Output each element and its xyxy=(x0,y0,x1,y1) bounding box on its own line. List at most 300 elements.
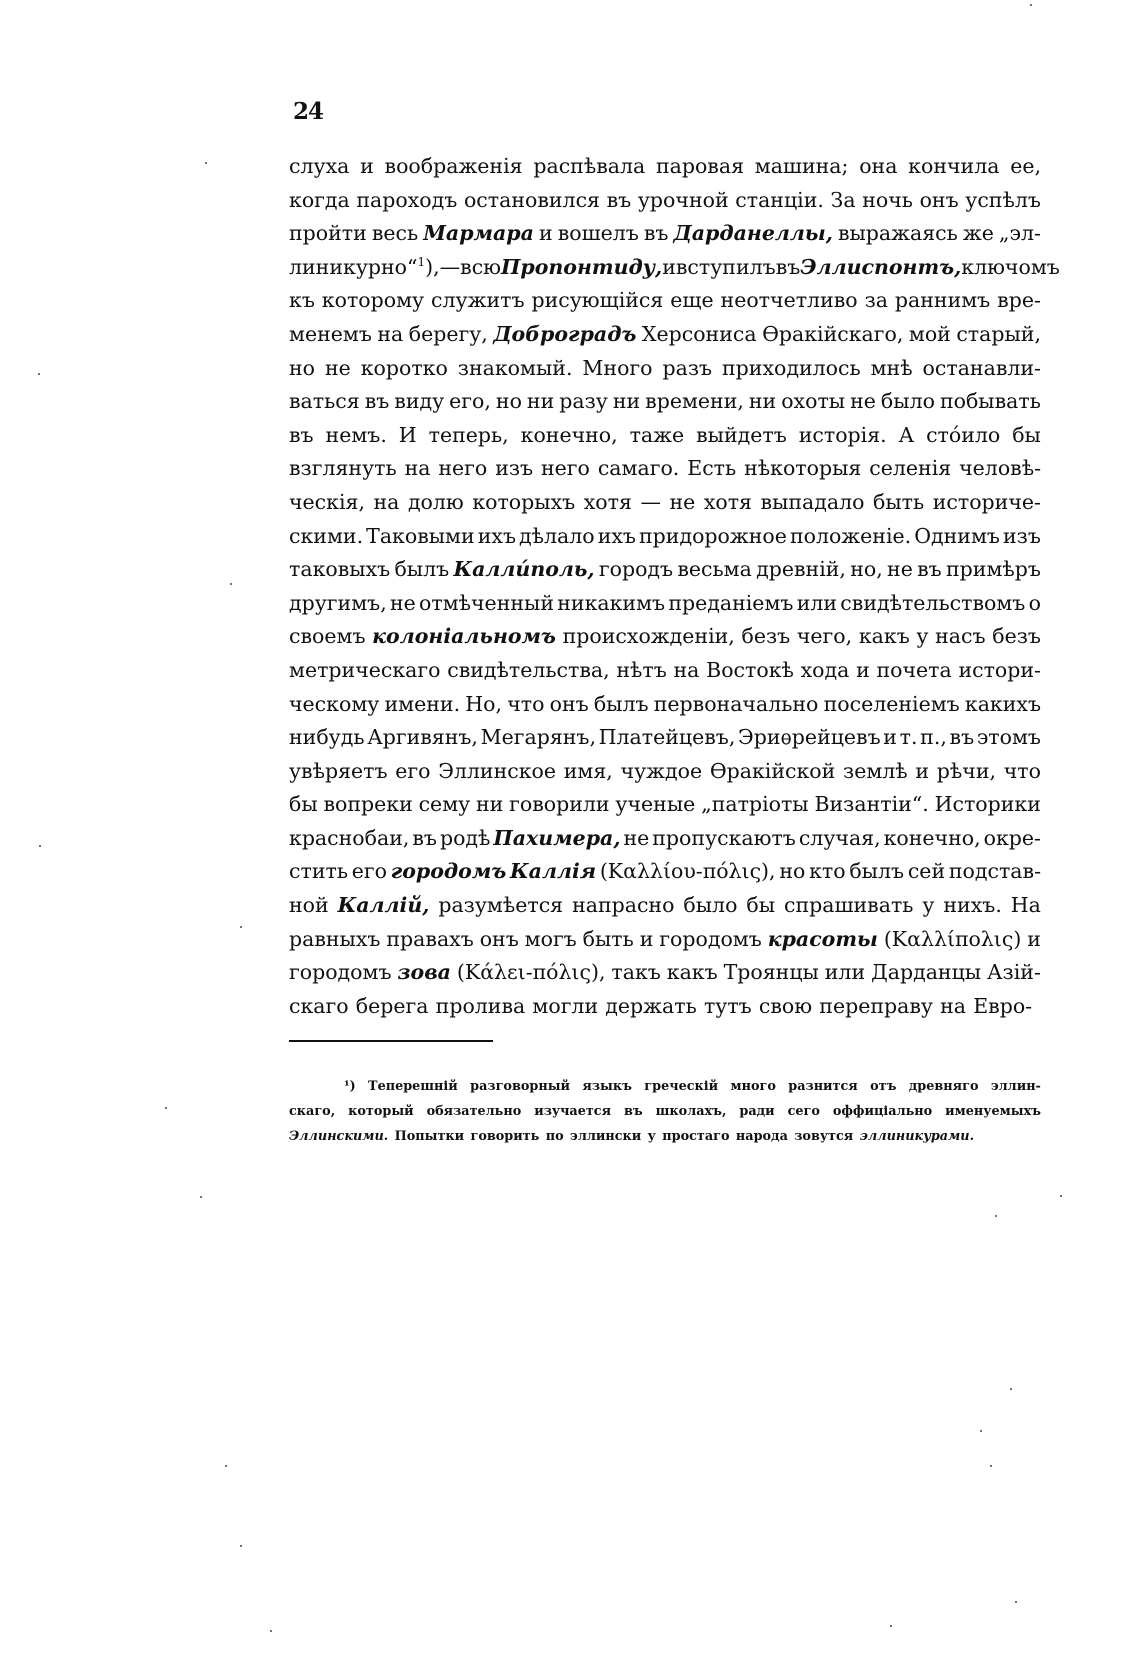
word xyxy=(869,452,951,486)
word xyxy=(365,385,390,419)
word-text: въ xyxy=(949,725,975,750)
word-text: машина; xyxy=(754,154,849,178)
word xyxy=(325,352,351,386)
word xyxy=(289,855,348,889)
word xyxy=(427,1099,522,1124)
word xyxy=(289,251,425,285)
word xyxy=(945,1099,1041,1124)
word-text: разнится xyxy=(788,1079,858,1094)
word-text: ¹) xyxy=(344,1079,356,1094)
word-text: но xyxy=(495,389,522,414)
word-text: времени, xyxy=(645,389,744,414)
word-text: увѣряетъ xyxy=(289,758,388,783)
word-text: какихъ xyxy=(964,691,1041,716)
word xyxy=(920,184,959,218)
word-text: нѣтъ xyxy=(616,657,667,682)
word xyxy=(881,385,935,419)
word-text: метрическаго xyxy=(289,657,441,682)
word-text: случая, xyxy=(798,825,881,850)
word-text: Дарданеллы, xyxy=(673,221,833,246)
word xyxy=(289,352,315,386)
word-text: разъ xyxy=(662,355,713,380)
word xyxy=(582,352,652,386)
word-text: на xyxy=(673,657,700,682)
word-text: эллиникурами. xyxy=(859,1129,975,1144)
word xyxy=(654,688,819,722)
word-text: въ xyxy=(606,187,632,212)
word-text: вступилъ xyxy=(675,254,776,279)
word xyxy=(464,184,600,218)
word xyxy=(356,990,429,1024)
word xyxy=(799,419,887,453)
word-text: что xyxy=(507,691,545,716)
word xyxy=(611,956,660,990)
word-text: стóило xyxy=(926,422,1001,447)
word xyxy=(507,688,544,722)
word-text: на xyxy=(373,489,400,514)
word xyxy=(458,352,573,386)
word xyxy=(831,184,856,218)
word xyxy=(607,184,632,218)
word xyxy=(788,1099,820,1124)
word-text: говорили xyxy=(509,792,610,817)
word-text: Историки xyxy=(934,792,1041,817)
word xyxy=(616,654,666,688)
text-line xyxy=(289,688,1041,722)
word-text: къ xyxy=(289,288,315,313)
word-text: ни xyxy=(748,389,777,414)
word-text: простаго xyxy=(662,1129,730,1144)
word xyxy=(344,1074,356,1099)
word-text: на xyxy=(377,321,404,346)
word-text: За xyxy=(830,187,856,212)
word xyxy=(768,923,878,957)
word-text: колоніальномъ xyxy=(372,624,556,649)
word-text: Есть xyxy=(687,456,737,481)
speck xyxy=(890,1625,892,1627)
word xyxy=(289,486,365,520)
word xyxy=(755,150,849,184)
word xyxy=(909,318,951,352)
word-text: которому xyxy=(321,288,425,313)
body-text xyxy=(289,150,1060,1023)
footnote-line xyxy=(289,1124,1041,1149)
word-text: было xyxy=(880,389,935,414)
word-text: на xyxy=(404,456,431,481)
word xyxy=(1029,587,1041,621)
word xyxy=(935,620,985,654)
word xyxy=(870,1074,896,1099)
word xyxy=(391,855,507,889)
word xyxy=(397,956,451,990)
word xyxy=(746,889,775,923)
word xyxy=(289,150,349,184)
word xyxy=(696,419,787,453)
text-line xyxy=(289,654,1041,688)
word xyxy=(940,990,966,1024)
word xyxy=(541,452,590,486)
word-text: селенія xyxy=(869,456,952,481)
word xyxy=(289,284,315,318)
word xyxy=(623,822,649,856)
word-text: Аргивянъ, xyxy=(367,725,478,750)
word xyxy=(940,385,1041,419)
word-text: разговорный xyxy=(470,1079,571,1094)
word-text: неотчетливо xyxy=(720,288,858,313)
word-text: другимъ, xyxy=(289,590,387,615)
word-text: отмѣченный xyxy=(419,590,554,615)
word xyxy=(519,520,595,554)
word-text: ради xyxy=(739,1104,775,1119)
word-text: И xyxy=(398,422,417,447)
word-text: могли xyxy=(532,993,599,1018)
word-text: берега xyxy=(355,993,429,1018)
word xyxy=(582,1074,632,1099)
word xyxy=(584,486,632,520)
word xyxy=(742,620,791,654)
word xyxy=(1010,150,1041,184)
word-text: школахъ, xyxy=(655,1104,727,1119)
word-text: сего xyxy=(787,1104,820,1119)
word-text: охоты xyxy=(781,389,846,414)
word xyxy=(656,1099,727,1124)
word xyxy=(761,486,865,520)
word xyxy=(914,520,1000,554)
word-text: исторія. xyxy=(798,422,887,447)
word xyxy=(495,452,533,486)
word xyxy=(1004,755,1041,789)
word-text: истори- xyxy=(958,657,1041,682)
word-text: окре- xyxy=(983,825,1041,850)
word-text: въ xyxy=(643,221,669,246)
word xyxy=(367,721,478,755)
word-text: какъ xyxy=(858,624,910,649)
word xyxy=(756,553,846,587)
word xyxy=(683,889,737,923)
word xyxy=(289,755,388,789)
word xyxy=(977,721,1041,755)
word-text: А xyxy=(898,422,915,447)
word xyxy=(600,855,776,889)
word-text: хода xyxy=(800,657,850,682)
word-text: языкъ xyxy=(582,1079,632,1094)
word-text: выйдетъ xyxy=(696,422,787,447)
word-text: имени. xyxy=(384,691,461,716)
text-line xyxy=(289,587,1041,621)
speck xyxy=(240,926,242,928)
word xyxy=(724,956,819,990)
word-text: за xyxy=(864,288,888,313)
word-text: въ xyxy=(412,825,437,850)
word-text: Но, xyxy=(465,691,503,716)
word xyxy=(659,923,762,957)
word-text: держать xyxy=(605,993,697,1018)
word xyxy=(572,889,674,923)
word-text: ной xyxy=(289,893,329,918)
word xyxy=(480,923,519,957)
word-text: примѣръ xyxy=(946,557,1041,582)
word-text: Платейцевъ, xyxy=(598,725,736,750)
word-text: и xyxy=(639,926,654,951)
word-text: его xyxy=(351,859,387,884)
word xyxy=(289,889,329,923)
word-text: вре- xyxy=(997,288,1041,313)
word-text: побывать xyxy=(939,389,1041,414)
word-text: отъ xyxy=(870,1079,897,1094)
word-text: преданіемъ xyxy=(668,590,794,615)
word-text: нѣкоторыя xyxy=(744,456,862,481)
word xyxy=(959,452,1041,486)
text-line xyxy=(289,385,1041,419)
word-text: правахъ xyxy=(386,926,474,951)
word xyxy=(390,587,416,621)
word-text: пройти xyxy=(289,221,367,246)
word xyxy=(674,217,833,251)
word-text: же xyxy=(962,221,994,246)
word-text: Ѳракійскаго, xyxy=(762,321,904,346)
word-text: было xyxy=(683,893,738,918)
word xyxy=(833,1099,932,1124)
word xyxy=(472,486,575,520)
word-text: быть xyxy=(873,489,925,514)
word xyxy=(721,284,858,318)
word xyxy=(539,217,553,251)
word xyxy=(850,553,883,587)
word xyxy=(797,587,837,621)
word-text: какъ xyxy=(666,960,718,985)
word xyxy=(368,1074,458,1099)
word xyxy=(670,284,713,318)
word-text: бы xyxy=(1012,422,1041,447)
word xyxy=(594,688,649,722)
word xyxy=(532,990,598,1024)
word-text: берегу, xyxy=(408,321,488,346)
word-text: Эриѳрейцевъ xyxy=(738,725,881,750)
word-text: у xyxy=(916,624,929,649)
word xyxy=(738,721,881,755)
word xyxy=(525,923,577,957)
word xyxy=(289,688,379,722)
word xyxy=(797,620,852,654)
word xyxy=(794,1124,853,1149)
word-text: городомъ xyxy=(390,859,507,884)
word xyxy=(652,822,796,856)
word xyxy=(645,385,744,419)
word-text: хотя xyxy=(583,489,632,514)
word-text: останавли- xyxy=(922,355,1041,380)
word xyxy=(668,587,793,621)
word-text: Таковыми xyxy=(366,523,475,548)
word xyxy=(801,654,850,688)
word-text: ее, xyxy=(1010,154,1041,178)
word xyxy=(799,822,881,856)
word xyxy=(642,318,757,352)
word xyxy=(895,284,990,318)
speck xyxy=(990,1465,992,1467)
word-text: ческому xyxy=(289,691,380,716)
word-text: разумѣется xyxy=(438,893,564,918)
word xyxy=(862,184,913,218)
word xyxy=(676,251,776,285)
word xyxy=(859,150,897,184)
word-text: ваться xyxy=(289,389,360,414)
word xyxy=(1027,923,1041,957)
word-text: разу xyxy=(559,389,608,414)
word xyxy=(648,1124,656,1149)
word xyxy=(356,184,457,218)
word xyxy=(704,486,752,520)
word xyxy=(405,452,431,486)
word xyxy=(784,889,913,923)
word-text: и xyxy=(662,254,676,279)
word xyxy=(920,721,947,755)
word xyxy=(639,520,787,554)
word xyxy=(570,1124,641,1149)
word-text: Доброградъ xyxy=(493,321,637,346)
word-text: не xyxy=(623,825,650,850)
word-text: изъ xyxy=(495,456,534,481)
word xyxy=(564,755,613,789)
word-text: пропускаютъ xyxy=(652,825,796,850)
word-text: т. xyxy=(899,725,918,750)
word-text: выпадало xyxy=(760,489,865,514)
word-text: свидѣтельствомъ xyxy=(840,590,1026,615)
word-text: у xyxy=(922,893,935,918)
word xyxy=(412,822,437,856)
word-text: (Καλλίου-πόλις), xyxy=(599,859,776,884)
word-text: первоначально xyxy=(653,691,819,716)
word-text: ),—всю xyxy=(425,254,502,279)
word-text: Дарданцы xyxy=(871,960,982,985)
speck xyxy=(230,583,232,585)
word xyxy=(973,990,1032,1024)
word-text: у xyxy=(647,1129,656,1144)
word xyxy=(289,452,397,486)
word xyxy=(453,553,594,587)
word-text: ни xyxy=(476,792,504,817)
word-text: выражаясь xyxy=(837,221,958,246)
word xyxy=(372,217,418,251)
word xyxy=(824,688,960,722)
word xyxy=(667,956,718,990)
word-text: могъ xyxy=(524,926,577,951)
word xyxy=(916,620,928,654)
word-text: что xyxy=(1003,758,1041,783)
word-text: такъ xyxy=(611,960,661,985)
word xyxy=(687,452,736,486)
word-text: Востокѣ xyxy=(706,657,794,682)
text-line xyxy=(289,284,1041,318)
word xyxy=(1003,520,1041,554)
word xyxy=(638,184,729,218)
word xyxy=(883,721,897,755)
word xyxy=(963,217,994,251)
word-text: Попытки xyxy=(394,1129,465,1144)
word xyxy=(429,419,509,453)
word xyxy=(399,419,417,453)
word xyxy=(950,721,975,755)
word-text: былъ xyxy=(394,557,450,582)
word-text: оффиціально xyxy=(832,1104,933,1119)
word-text: красоты xyxy=(767,926,878,951)
word xyxy=(605,990,696,1024)
word xyxy=(322,284,424,318)
word-text: него xyxy=(541,456,590,481)
footnote xyxy=(289,1074,1041,1149)
word xyxy=(558,217,639,251)
word xyxy=(856,654,870,688)
text-line xyxy=(289,419,1041,453)
word-text: не xyxy=(669,489,696,514)
word xyxy=(289,419,314,453)
word-text: Много xyxy=(582,355,653,380)
word xyxy=(871,956,981,990)
word xyxy=(419,587,554,621)
word xyxy=(289,654,441,688)
word xyxy=(449,385,491,419)
word-text: весь xyxy=(371,221,419,246)
word-text: никакимъ xyxy=(557,590,666,615)
word-text: изъ xyxy=(1003,523,1041,548)
word xyxy=(937,755,996,789)
word xyxy=(599,721,736,755)
word xyxy=(900,721,918,755)
word xyxy=(946,553,1041,587)
word xyxy=(662,1124,729,1149)
word-text: онъ xyxy=(549,691,589,716)
word xyxy=(814,788,928,822)
word-text: онъ xyxy=(479,926,519,951)
word xyxy=(438,452,487,486)
word-text: ихъ xyxy=(477,523,516,548)
word xyxy=(481,721,596,755)
word xyxy=(917,553,942,587)
word xyxy=(884,822,981,856)
word-text: именуемыхъ xyxy=(945,1104,1041,1119)
speck xyxy=(240,1545,242,1547)
word-text: (Κάλει-πόλις), xyxy=(456,960,606,985)
word-text: приходилось xyxy=(722,355,861,380)
word xyxy=(669,486,695,520)
word-text: обязательно xyxy=(426,1104,522,1119)
word-text: почета xyxy=(876,657,952,682)
speck xyxy=(1010,1388,1012,1390)
word xyxy=(377,318,403,352)
word xyxy=(819,990,933,1024)
word xyxy=(478,520,516,554)
word xyxy=(961,251,1060,285)
word xyxy=(386,923,473,957)
word xyxy=(997,284,1041,318)
word xyxy=(419,788,471,822)
word xyxy=(425,251,501,285)
word xyxy=(749,385,776,419)
word xyxy=(909,1074,979,1099)
word xyxy=(800,251,961,285)
word xyxy=(871,352,913,386)
word-text: Теперешній xyxy=(368,1079,458,1094)
word xyxy=(731,1074,776,1099)
text-line xyxy=(289,251,1060,285)
word-text: эллински xyxy=(570,1129,642,1144)
speck xyxy=(1060,1195,1062,1197)
word xyxy=(374,486,400,520)
word-text: о xyxy=(1028,590,1041,615)
word-text: въ xyxy=(624,1104,643,1119)
word-text: равныхъ xyxy=(289,926,381,951)
word-text: успѣлъ xyxy=(965,187,1041,212)
word xyxy=(999,217,1041,251)
